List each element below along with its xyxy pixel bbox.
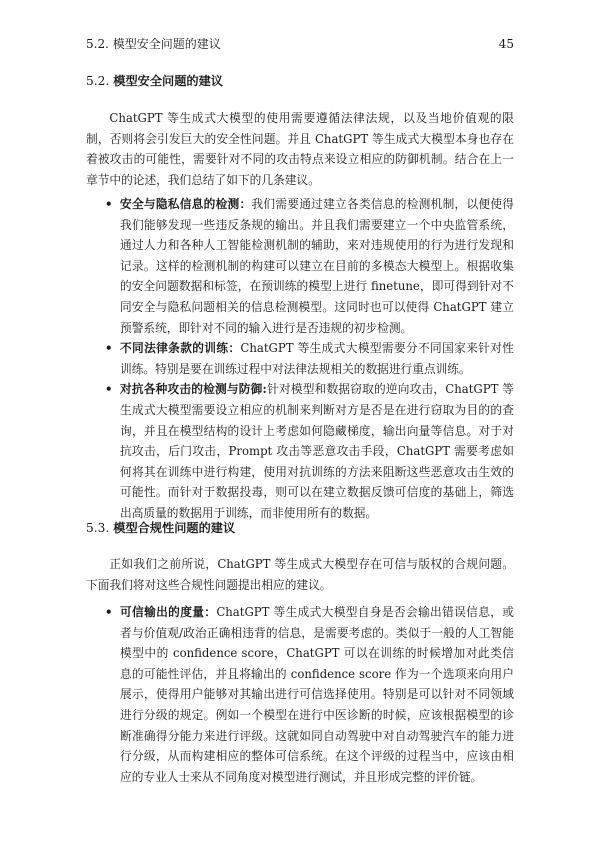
bullet-term: 可信输出的度量：	[120, 605, 217, 619]
bullet-text: ChatGPT 等生成式大模型自身是否会输出错误信息，或者与价值观/政治正确相违背的信息，是需要考虑的。类似于一般的人工智能模型中的 confidence score，ChatGPT 可以在训练的时候增加对此类信息的可能性评估，并且将输出的 confidence score 作为一个选项来向用户展示，使得用户能够对其输出进行可信选择使用。特别是可以针对不同领域进行分级的规定。例如一个模型在进行中医诊断的时候，应该根据模型的诊断准确得分能力来进行评级。这就如同自动驾驶中对自动驾驶汽车的能力进行分级，从而构建相应的整体可信系统。在这个评级的过程当中，应该由相应的专业人士来从不同角度对模型进行测试，并且形成完整的评价链。	[120, 605, 514, 784]
section-title: 模型安全问题的建议	[113, 74, 223, 88]
running-header-section: 5.2. 模型安全问题的建议	[86, 37, 221, 51]
page-number: 45	[498, 37, 514, 51]
running-header	[86, 36, 514, 52]
section-5-3-bullet-list	[86, 602, 514, 787]
bullet-term: 对抗各种攻击的检测与防御:	[120, 382, 267, 397]
bullet-icon: •	[105, 197, 113, 211]
list-item	[86, 602, 514, 787]
section-5-2-intro: ChatGPT 等生成式大模型的使用需要遵循法律法规，以及当地价值观的限制，否则将会引发巨大的安全性问题。并且 ChatGPT 等生成式大模型本身也存在着被攻击的可能性，需要针对不同的攻击特点来设立相应的防御机制。结合在上一章节中的论述，我们总结了如下的几条建议。	[86, 111, 514, 187]
bullet-text: 针对模型和数据窃取的逆向攻击，ChatGPT 等生成式大模型需要设立相应的机制来判断对方是否是在进行窃取为目的的查询，并且在模型结构的设计上考虑如何隐藏梯度，输出向量等信息。对于对抗攻击，后门攻击，Prompt 攻击等恶意攻击手段，ChatGPT 需要考虑如何将其在训练中进行构建，使用对抗训练的方法来阻断这些恶意攻击生效的可能性。而针对于数据投毒，则可以在建立数据反馈可信度的基础上，筛选出高质量的数据用于训练，而非使用所有的数据。	[120, 382, 514, 520]
bullet-icon: •	[105, 605, 113, 619]
section-number: 5.3.	[86, 521, 110, 535]
section-heading-5-2	[86, 73, 223, 89]
section-5-2-bullet-list	[86, 194, 514, 524]
section-title: 模型合规性问题的建议	[113, 521, 236, 535]
bullet-text: 我们需要通过建立各类信息的检测机制，以便使得我们能够发现一些违反条规的输出。并且我们需要建立一个中央监管系统，通过人力和各种人工智能检测机制的辅助，来对违规使用的行为进行发现和记录。这样的检测机制的构建可以建立在目前的多模态大模型上。根据收集的安全问题数据和标签，在预训练的模型上进行 finetune，即可得到针对不同安全与隐私问题相关的信息检测模型。这同时也可以使得 ChatGPT 建立预警系统，即针对不同的输入进行是否违规的初步检测。	[120, 197, 514, 335]
bullet-icon: •	[105, 382, 113, 397]
bullet-icon: •	[105, 341, 113, 356]
list-item	[86, 194, 514, 338]
list-item	[86, 379, 514, 523]
bullet-term: 不同法律条款的训练：	[120, 341, 241, 356]
list-item	[86, 338, 514, 379]
bullet-term: 安全与隐私信息的检测：	[120, 197, 252, 211]
section-heading-5-3	[86, 520, 235, 536]
bullet-text: ChatGPT 等生成式大模型需要分不同国家来针对性训练。特别是要在训练过程中对法律法规相关的数据进行重点训练。	[120, 341, 514, 376]
section-number: 5.2.	[86, 74, 110, 88]
section-5-3-intro: 正如我们之前所说，ChatGPT 等生成式大模型存在可信与版权的合规问题。下面我们将对这些合规性问题提出相应的建议。	[86, 557, 514, 592]
